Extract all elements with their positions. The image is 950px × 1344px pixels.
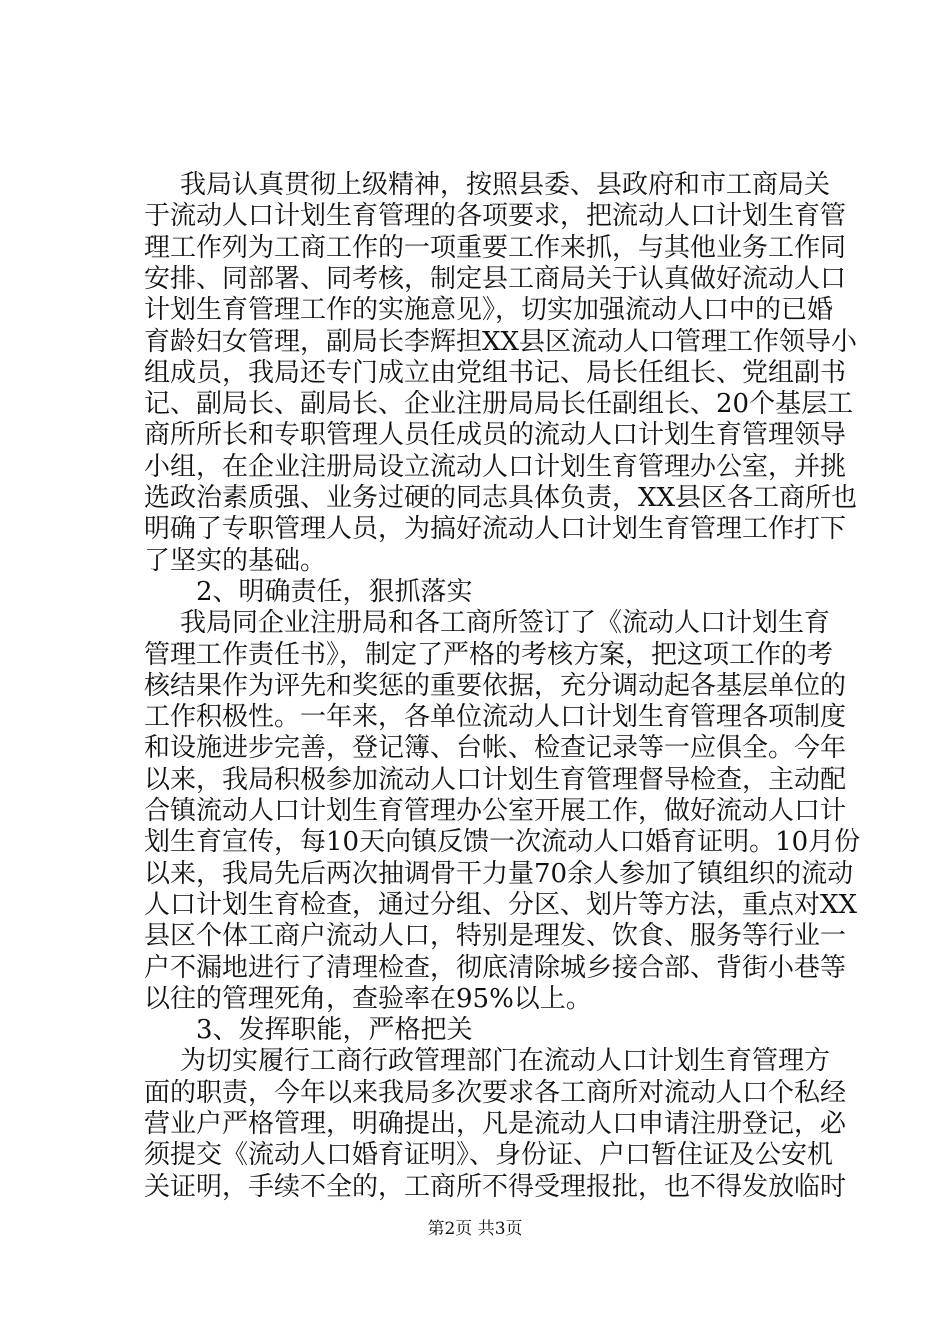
paragraph-line: 以往的管理死角，查验率在95%以上。 [144,984,592,1014]
paragraph-line: 关证明，手续不全的，工商所不得受理报批，也不得发放临时 [144,1172,847,1202]
paragraph-line: 合镇流动人口计划生育管理办公室开展工作，做好流动人口计 [144,796,847,826]
paragraph-line: 我局认真贯彻上级精神，按照县委、县政府和市工商局关 [180,170,831,200]
paragraph-line: 以来，我局先后两次抽调骨干力量70余人参加了镇组织的流动 [144,859,854,889]
paragraph-line: 人口计划生育检查，通过分组、分区、划片等方法，重点对XX [144,890,858,920]
section-heading: 3、发挥职能，严格把关 [196,1015,473,1045]
paragraph-line: 组成员，我局还专门成立由党组书记、局长任组长、党组副书 [144,358,847,388]
paragraph-line: 了坚实的基础。 [144,546,327,576]
paragraph-line: 户不漏地进行了清理检查，彻底清除城乡接合部、背街小巷等 [144,953,847,983]
paragraph-line: 育龄妇女管理，副局长李辉担XX县区流动人口管理工作领导小 [144,327,858,357]
paragraph-line: 面的职责，今年以来我局多次要求各工商所对流动人口个私经 [144,1078,847,1108]
paragraph-line: 管理工作责任书》，制定了严格的考核方案，把这项工作的考 [144,640,834,670]
paragraph-line: 县区个体工商户流动人口，特别是理发、饮食、服务等行业一 [144,921,847,951]
paragraph-line: 计划生育管理工作的实施意见》，切实加强流动人口中的已婚 [144,295,834,325]
paragraph-line: 划生育宣传，每10天向镇反馈一次流动人口婚育证明。10月份 [144,827,861,857]
paragraph-line: 我局同企业注册局和各工商所签订了《流动人口计划生育 [180,608,831,638]
paragraph-line: 理工作列为工商工作的一项重要工作来抓，与其他业务工作同 [144,233,847,263]
paragraph-line: 安排、同部署、同考核，制定县工商局关于认真做好流动人口 [144,264,847,294]
paragraph-line: 于流动人口计划生育管理的各项要求，把流动人口计划生育管 [144,201,847,231]
section-heading: 2、明确责任，狠抓落实 [196,577,473,607]
paragraph-line: 记、副局长、副局长、企业注册局局长任副组长、20个基层工 [144,389,854,419]
paragraph-line: 以来，我局积极参加流动人口计划生育管理督导检查，主动配 [144,765,847,795]
paragraph-line: 商所所长和专职管理人员任成员的流动人口计划生育管理领导 [144,420,847,450]
paragraph-line: 营业户严格管理，明确提出，凡是流动人口申请注册登记，必 [144,1109,847,1139]
paragraph-line: 和设施进步完善，登记簿、台帐、检查记录等一应俱全。今年 [144,733,847,763]
paragraph-line: 选政治素质强、业务过硬的同志具体负责，XX县区各工商所也 [144,483,858,513]
page-footer: 第2页 共3页 [427,1219,523,1239]
paragraph-line: 为切实履行工商行政管理部门在流动人口计划生育管理方 [180,1046,831,1076]
paragraph-line: 小组，在企业注册局设立流动人口计划生育管理办公室，并挑 [144,452,847,482]
paragraph-line: 工作积极性。一年来，各单位流动人口计划生育管理各项制度 [144,702,847,732]
paragraph-line: 核结果作为评先和奖惩的重要依据，充分调动起各基层单位的 [144,671,847,701]
paragraph-line: 须提交《流动人口婚育证明》、身份证、户口暂住证及公安机 [144,1140,834,1170]
paragraph-line: 明确了专职管理人员，为搞好流动人口计划生育管理工作打下 [144,514,847,544]
